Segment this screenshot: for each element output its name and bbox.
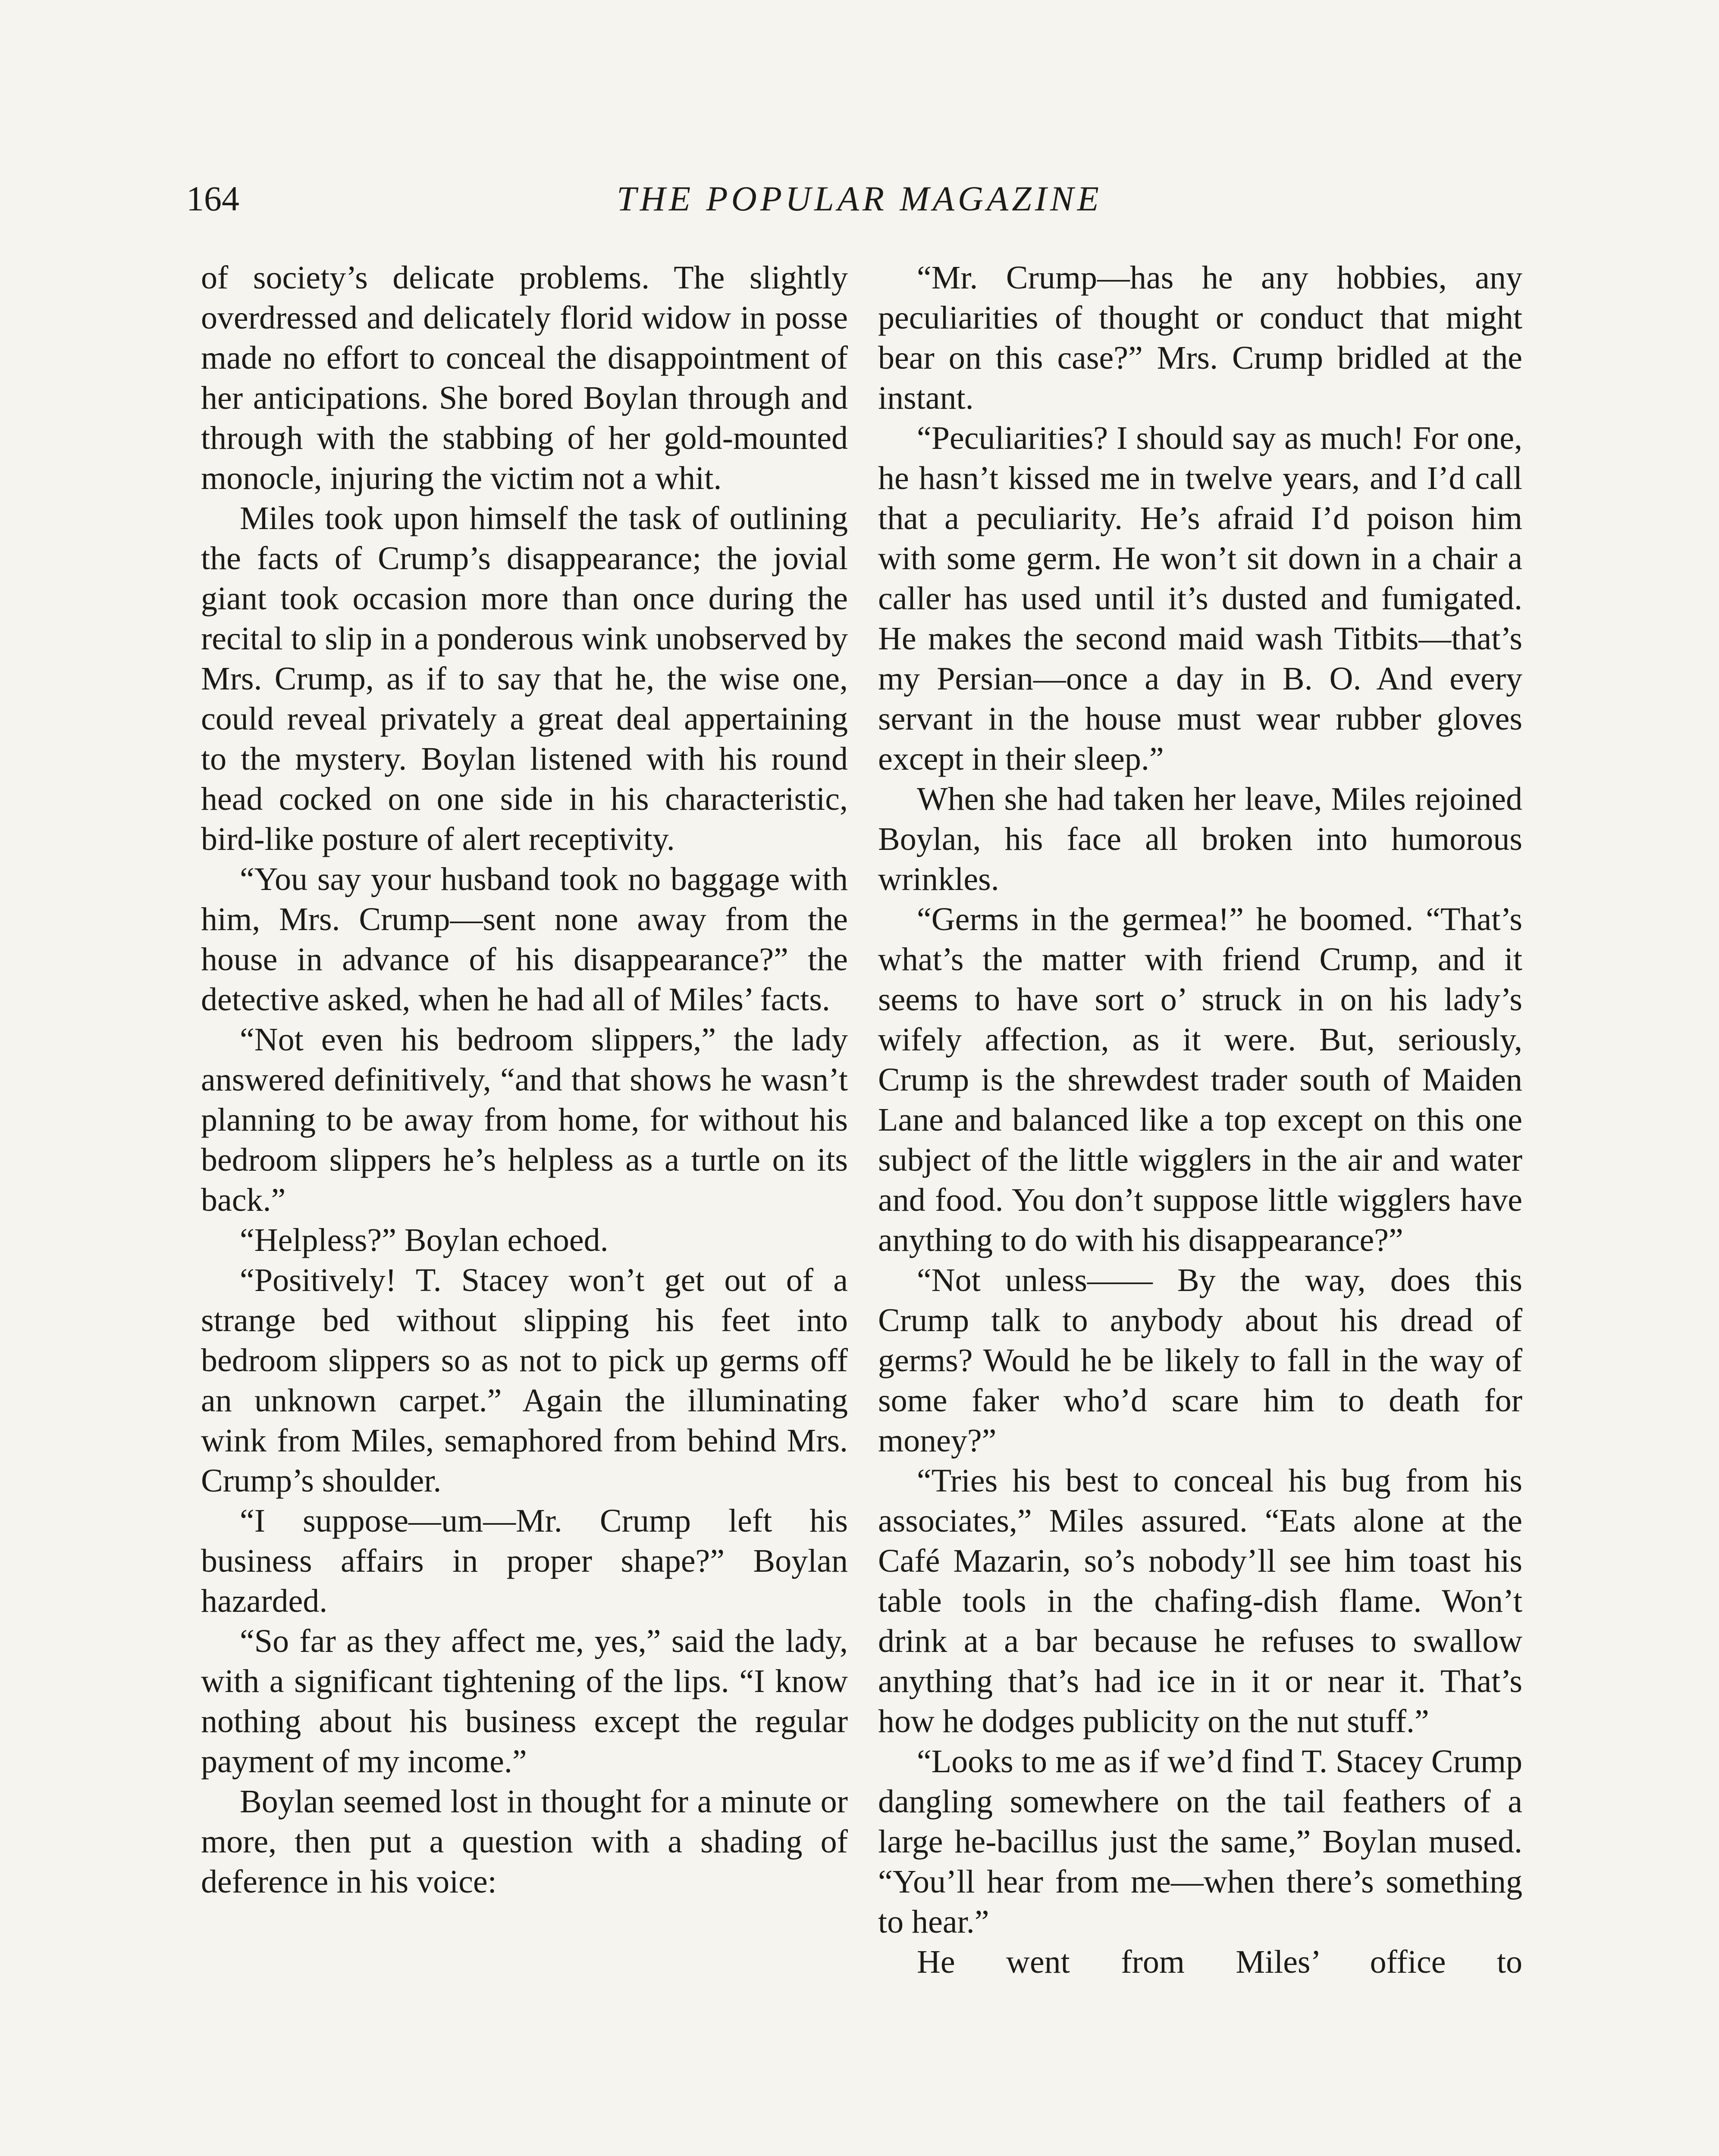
paragraph: Boylan seemed lost in thought for a minute or more, then put a question with a shading of deference in his voice: xyxy=(201,1783,848,1900)
page-number: 164 xyxy=(186,179,239,218)
paragraph: He went from Miles’ office to xyxy=(917,1944,1522,1980)
paragraph: of society’s delicate problems. The slightly overdressed and delicately florid widow in posse made no effort to conceal the disappointment of her anticipations. She bored Boylan through and through with the stabbing of her gold-mounted monocle, injuring the victim not a whit. xyxy=(201,260,848,496)
paragraph: “Positively! T. Stacey won’t get out of a strange bed without slipping his feet into bedroom slippers so as not to pick up germs off an unknown carpet.” Again the illuminating wink from Miles, semaphored from behind Mrs. Crump’s shoulder. xyxy=(201,1262,848,1499)
paragraph: “Not even his bedroom slippers,” the lady answered definitively, “and that shows he wasn’t planning to be away from home, for without his bedroom slippers he’s helpless as a turtle on its back.” xyxy=(201,1022,848,1218)
paragraph: “Not unless—— By the way, does this Crump talk to anybody about his dread of germs? Would he be likely to fall in the way of some faker who’d scare him to death for money?” xyxy=(878,1262,1522,1459)
paragraph: “You say your husband took no baggage with him, Mrs. Crump—sent none away from the house in advance of his disappearance?” the detective asked, when he had all of Miles’ facts. xyxy=(201,861,848,1018)
paragraph: “So far as they affect me, yes,” said the lady, with a significant tightening of the lips. “I know nothing about his business except the regular payment of my income.” xyxy=(201,1623,848,1780)
paragraph: “Looks to me as if we’d find T. Stacey Crump dangling somewhere on the tail feathers of a large he-bacillus just the same,” Boylan mused. “You’ll hear from me—when there’s something to hear.” xyxy=(878,1743,1522,1940)
paragraph: “Peculiarities? I should say as much! For one, he hasn’t kissed me in twelve years, and I’d call that a peculiarity. He’s afraid I’d poison him with some germ. He won’t sit down in a chair a caller has used until it’s dusted and fumigated. He makes the second maid wash Titbits—that’s my Persian—once a day in B. O. And every servant in the house must wear rubber gloves except in their sleep.” xyxy=(878,420,1522,777)
paragraph: “I suppose—um—Mr. Crump left his business affairs in proper shape?” Boylan hazarded. xyxy=(201,1503,848,1619)
right-column xyxy=(878,258,1522,1982)
paragraph: Miles took upon himself the task of outlining the facts of Crump’s disappearance; the jovial giant took occasion more than once during the recital to slip in a ponderous wink unobserved by Mrs. Crump, as if to say that he, the wise one, could reveal privately a great deal appertaining to the mystery. Boylan listened with his round head cocked on one side in his characteristic, bird-like posture of alert receptivity. xyxy=(201,500,848,857)
paragraph: When she had taken her leave, Miles rejoined Boylan, his face all broken into humorous wrinkles. xyxy=(878,781,1522,897)
paragraph: “Tries his best to conceal his bug from his associates,” Miles assured. “Eats alone at the Café Mazarin, so’s nobody’ll see him toast his table tools in the chafing-dish flame. Won’t drink at a bar because he refuses to swallow anything that’s had ice in it or near it. That’s how he dodges publicity on the nut stuff.” xyxy=(878,1463,1522,1739)
paragraph: “Germs in the germea!” he boomed. “That’s what’s the matter with friend Crump, and it seems to have sort o’ struck in on his lady’s wifely affection, as it were. But, seriously, Crump is the shrewdest trader south of Maiden Lane and balanced like a top except on this one subject of the little wigglers in the air and water and food. You don’t suppose little wigglers have anything to do with his disappearance?” xyxy=(878,901,1522,1258)
paragraph: “Helpless?” Boylan echoed. xyxy=(240,1222,609,1258)
running-head: THE POPULAR MAGAZINE xyxy=(617,179,1102,218)
left-column xyxy=(201,258,848,1902)
paragraph: “Mr. Crump—has he any hobbies, any peculiarities of thought or conduct that might bear on this case?” Mrs. Crump bridled at the instant. xyxy=(878,260,1522,416)
